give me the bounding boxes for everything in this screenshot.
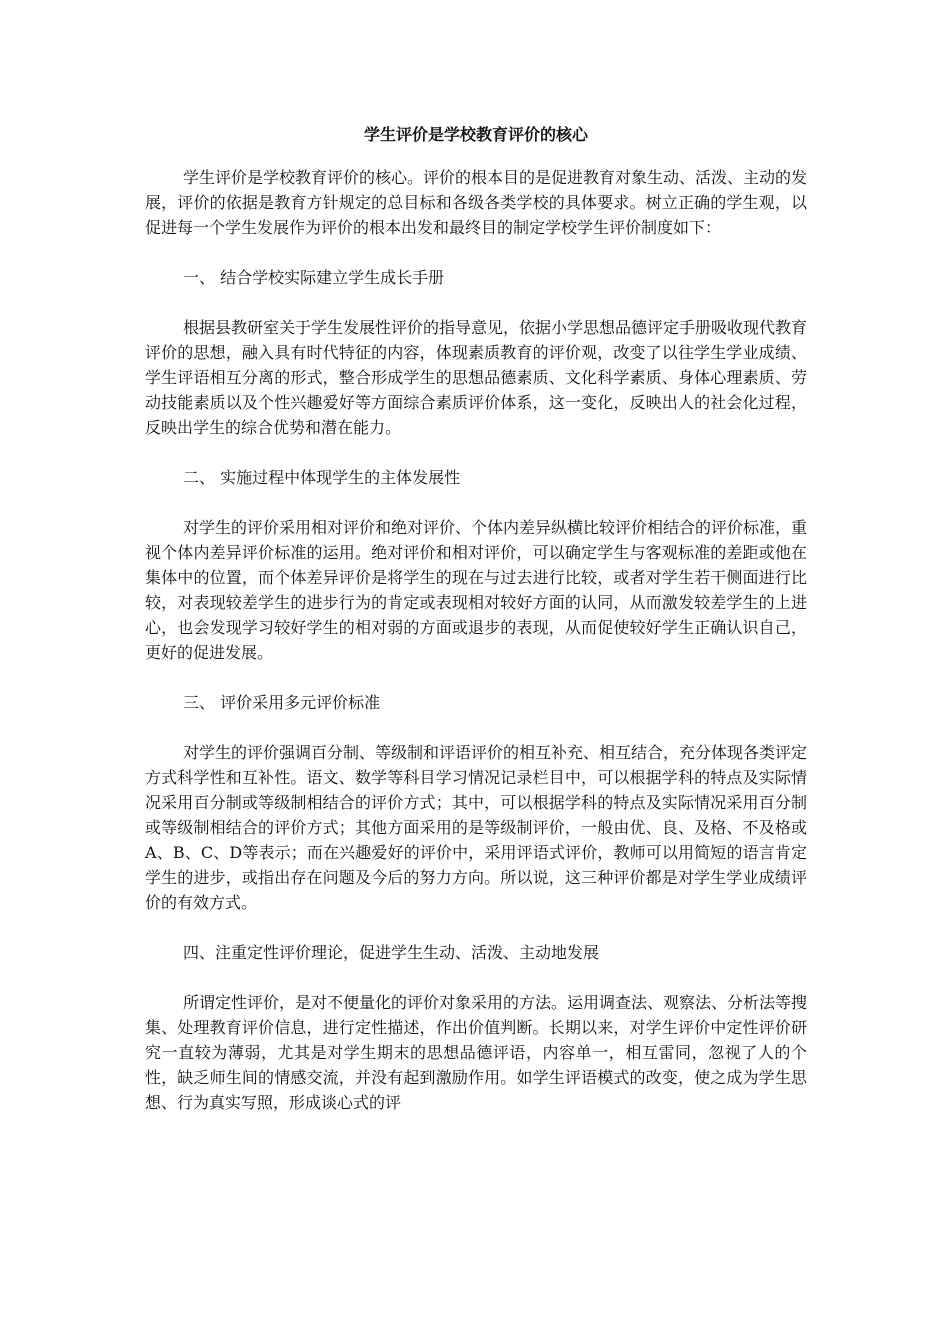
section-heading-2: 二、 实施过程中体现学生的主体发展性 — [183, 468, 461, 487]
document-title: 学生评价是学校教育评价的核心 — [363, 125, 588, 144]
section-heading-1: 一、 结合学校实际建立学生成长手册 — [183, 268, 445, 287]
section-body-1: 根据县教研室关于学生发展性评价的指导意见，依据小学思想品德评定手册吸收现代教育评价的思想，融入具有时代特征的内容，体现素质教育的评价观，改变了以往学生学业成绩、学生评语相互分离的形式，整合形成学生的思想品德素质、文化科学素质、身体心理素质、劳动技能素质以及个性兴趣爱好等方面综合素质评价体系，这一变化，反映出人的社会化过程，反映出学生的综合优势和潜在能力。 — [145, 318, 808, 437]
section-body-2: 对学生的评价采用相对评价和绝对评价、个体内差异纵横比较评价相结合的评价标准，重视个体内差异评价标准的运用。绝对评价和相对评价，可以确定学生与客观标准的差距或他在集体中的位置，而个体差异评价是将学生的现在与过去进行比较，或者对学生若干侧面进行比较，对表现较差学生的进步行为的肯定或表现相对较好方面的认同，从而激发较差学生的上进心，也会发现学习较好学生的相对弱的方面或退步的表现，从而促使较好学生正确认识自己，更好的促进发展。 — [145, 518, 808, 662]
document-page — [145, 122, 807, 1140]
intro-paragraph: 学生评价是学校教育评价的核心。评价的根本目的是促进教育对象生动、活泼、主动的发展，评价的依据是教育方针规定的总目标和各级各类学校的具体要求。树立正确的学生观，以促进每一个学生发展作为评价的根本出发和最终目的制定学校学生评价制度如下： — [145, 168, 808, 237]
section-body-4: 所谓定性评价，是对不便量化的评价对象采用的方法。运用调查法、观察法、分析法等搜集、处理教育评价信息，进行定性描述，作出价值判断。长期以来，对学生评价中定性评价研究一直较为薄弱，尤其是对学生期末的思想品德评语，内容单一，相互雷同，忽视了人的个性，缺乏师生间的情感交流，并没有起到激励作用。如学生评语模式的改变，使之成为学生思想、行为真实写照，形成谈心式的评 — [145, 993, 808, 1112]
section-body-3: 对学生的评价强调百分制、等级制和评语评价的相互补充、相互结合，充分体现各类评定方式科学性和互补性。语文、数学等科目学习情况记录栏目中，可以根据学科的特点及实际情况采用百分制或等级制相结合的评价方式；其中，可以根据学科的特点及实际情况采用百分制或等级制相结合的评价方式；其他方面采用的是等级制评价，一般由优、良、及格、不及格或A、B、C、D等表示；而在兴趣爱好的评价中，采用评语式评价，教师可以用简短的语言肯定学生的进步，或指出存在问题及今后的努力方向。所以说，这三种评价都是对学生学业成绩评价的有效方式。 — [145, 743, 808, 912]
section-heading-4: 四、注重定性评价理论，促进学生生动、活泼、主动地发展 — [183, 943, 600, 962]
section-heading-3: 三、 评价采用多元评价标准 — [183, 693, 381, 712]
